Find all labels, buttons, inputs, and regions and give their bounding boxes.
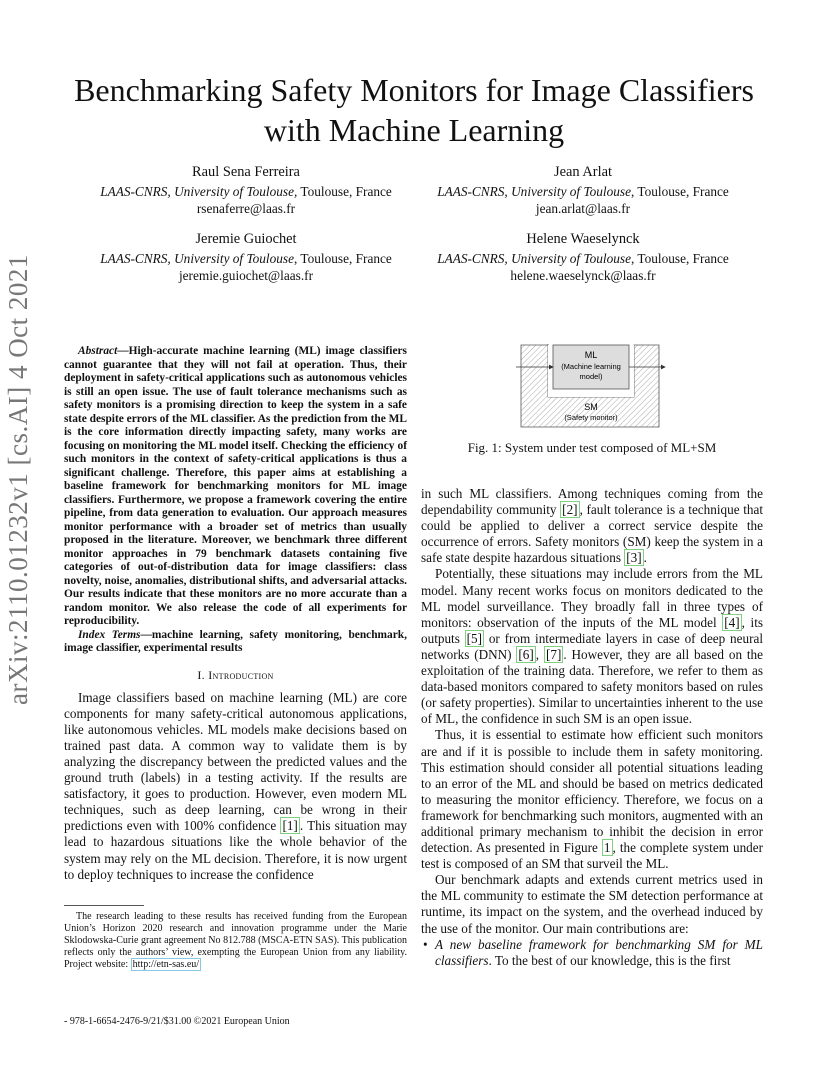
figure-link[interactable]: 1 [603, 840, 611, 856]
author-block [425, 164, 741, 217]
ml-label: ML [584, 350, 598, 360]
system-diagram [516, 342, 666, 432]
citation-link[interactable]: [7] [545, 646, 562, 662]
author-email: rsenaferre@laas.fr [196, 201, 296, 216]
author-affiliation: LAAS-CNRS, University of Toulouse [437, 251, 631, 266]
sm-label: SM [584, 402, 598, 412]
contributions-list [421, 937, 763, 969]
abstract-label: Abstract [78, 345, 118, 357]
footnote-rule [64, 905, 144, 906]
author-block [90, 164, 402, 217]
author-name: Jean Arlat [554, 164, 612, 180]
abstract-text: —High-accurate machine learning (ML) image classifiers cannot guarantee that they will not fail at operation. Thus, their deployment in safety-critical applications such as autonomous vehicles is still an open issue. The use of fault tolerance mechanisms such as safety monitors is a promising direction to keep the system in a safe state despite errors of the ML classifier. As the prediction from the ML is the core information directly impacting safety, many works are focusing on monitoring the ML model itself. Checking the efficiency of such monitors in the context of safety-critical applications is thus a significant challenge. Therefore, this paper aims at establishing a baseline framework for benchmarking monitors for ML image classifiers. Furthermore, we propose a framework covering the entire pipeline, from data generation to evaluation. Our approach measures monitor performance with a broader set of metrics than usually proposed in the literature. Moreover, we benchmark three different monitor approaches in 79 benchmark datasets containing five categories of out-of-distribution data for image classifiers: class novelty, noise, anomalies, distributional shifts, and adversarial attacks. Our results indicate that these monitors are no more accurate than a random monitor. We also release the code of all experiments for reproducibility. [64, 345, 408, 627]
doi-line: - 978-1-6654-2476-9/21/$31.00 ©2021 European Union [64, 1016, 290, 1027]
body-paragraph: in such ML classifiers. Among techniques coming from the dependability community [2] , fault tolerance is a technique that could be applied to deliver a correct service despite the occurrence of errors. Safety monitors (SM) keep the system in a safe state despite hazardous situations [3] . [421, 486, 763, 566]
author-location: Toulouse, France [297, 184, 392, 199]
author-location: , Toulouse, France [631, 251, 729, 266]
author-block [425, 231, 741, 284]
author-block [90, 231, 402, 284]
author-affiliation: LAAS-CNRS, University of Toulouse [100, 251, 294, 266]
right-column [421, 486, 763, 969]
index-terms-label: Index Terms [78, 628, 141, 641]
body-paragraph: Thus, it is essential to estimate how efficient such monitors are and if it is possible to include them in safety monitoring. This estimation should consider all potential situations leading to an error of the ML and should be based on metrics dedicated to measuring the monitor efficiency. Therefore, we focus on a framework for benchmarking such monitors, augmented with an additional primary mechanism to inhibit the decision in error detection. As presented in Figure 1 , the complete system under test is composed of an SM that surveil the ML. [421, 727, 763, 872]
author-location: , Toulouse, France [294, 251, 392, 266]
author-email: jean.arlat@laas.fr [535, 201, 631, 216]
author-affiliation: LAAS-CNRS, University of Toulouse [437, 184, 631, 199]
sm-sublabel: (Safety monitor) [564, 413, 618, 422]
project-website-link[interactable]: http://etn-sas.eu/ [132, 959, 200, 970]
citation-link[interactable]: [3] [626, 550, 642, 566]
citation-link[interactable]: [6] [518, 646, 534, 662]
index-terms-text: —machine learning, safety monitoring, benchmark, image classifier, experimental results [64, 628, 407, 654]
author-email: helene.waeselynck@laas.fr [510, 268, 656, 283]
author-location: , Toulouse, France [631, 184, 729, 199]
paper-title: Benchmarking Safety Monitors for Image Classifiers with Machine Learning [74, 72, 754, 148]
citation-link[interactable]: [1] [282, 818, 298, 834]
ml-sublabel-2: model) [579, 372, 603, 381]
footnote: The research leading to these results has received funding from the European Union’s Horizon 2020 research and innovation programme under the Marie Sklodowska-Curie grant agreement No 812.788 (MSCA-ETN SAS). This publication reflects only the authors’ view, exempting the European Union from any liability. Project website: http://etn-sas.eu/ [64, 911, 407, 970]
citation-link[interactable]: [2] [562, 502, 578, 518]
left-column [64, 345, 407, 883]
author-name: Raul Sena Ferreira [192, 164, 300, 180]
author-name: Helene Waeselynck [526, 231, 640, 247]
body-paragraph: Our benchmark adapts and extends current metrics used in the ML community to estimate the SM detection performance at runtime, its impact on the system, and the overhead induced by the use of the monitor. Our main contributions are: [421, 872, 763, 936]
author-email: jeremie.guiochet@laas.fr [178, 268, 314, 283]
citation-link[interactable]: [5] [466, 630, 483, 646]
author-name: Jeremie Guiochet [195, 231, 297, 247]
citation-link[interactable]: [4] [724, 614, 740, 630]
abstract [64, 345, 407, 629]
ml-sublabel-1: (Machine learning [561, 362, 621, 371]
list-item: • A new baseline framework for benchmarking SM for ML classifiers. To the best of our knowledge, this is the first [435, 937, 763, 969]
author-affiliation: LAAS-CNRS, University of Toulouse, [100, 184, 298, 199]
figure-caption: Fig. 1: System under test composed of ML+SM [467, 440, 717, 455]
arxiv-side-label: arXiv:2110.01232v1 [cs.AI] 4 Oct 2021 [3, 254, 33, 705]
index-terms [64, 629, 407, 656]
body-paragraph: Potentially, these situations may include errors from the ML model. Many recent works focus on monitors dedicated to the ML model surveillance. They broadly fall in three types of monitors: observation of the inputs of the ML model [4] , its outputs [5] or from intermediate layers in case of deep neural networks (DNN) [6] , [7] . However, they are all based on the exploitation of the training data. Therefore, we refer to them as data-based monitors compared to safety monitors based on rules (or safety properties). Similar to uncertainties inherent to the use of ML, the confidence in such SM is an open issue. [421, 566, 763, 727]
section-heading: I. Introduction [197, 667, 274, 682]
intro-paragraph: Image classifiers based on machine learning (ML) are core components for many safety-critical autonomous applications, like autonomous vehicles. ML models make decisions based on trained past data. A common way to validate them is by analyzing the discrepancy between the predicted values and the ground truth (labels) in a testing activity. If the results are satisfactory, it goes to production. However, even modern ML techniques, such as deep learning, can be wrong in their predictions even with 100% confidence [1] . This situation may lead to hazardous situations like the whole behavior of the system may rely on the ML decision. Therefore, it is now urgent to deploy techniques to increase the confidence [64, 689, 407, 882]
